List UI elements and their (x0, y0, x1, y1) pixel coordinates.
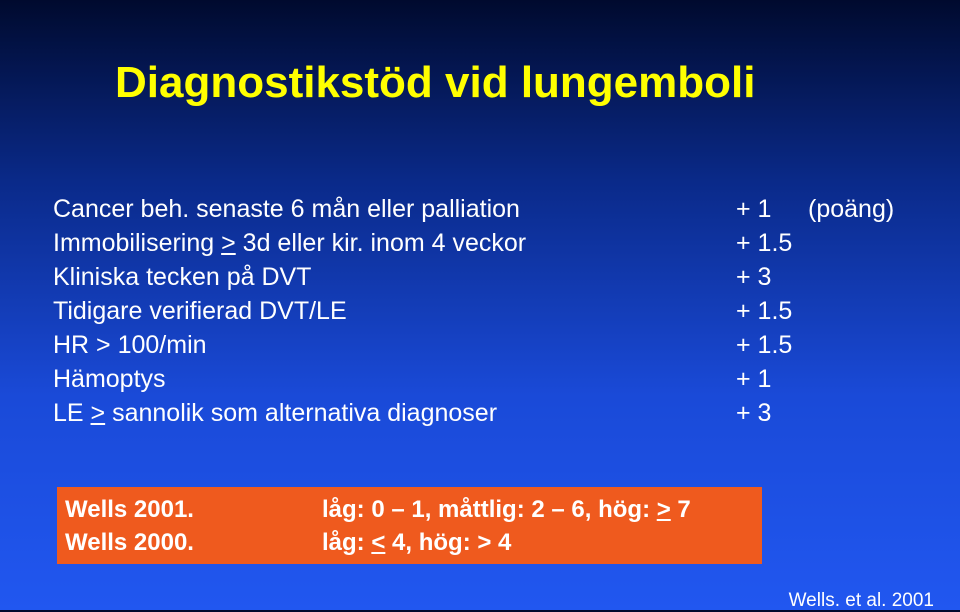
criteria-row (53, 294, 933, 328)
criteria-label: HR > 100/min (53, 331, 207, 359)
criteria-points: + 1.5 (736, 229, 793, 257)
page-title: Diagnostikstöd vid lungemboli (115, 58, 756, 107)
criteria-points: + 1 (736, 195, 772, 223)
interpretation-text: låg: < 4, hög: > 4 (322, 529, 512, 556)
criteria-row (53, 226, 933, 260)
criteria-points: + 3 (736, 399, 772, 427)
criteria-row (53, 328, 933, 362)
criteria-row (53, 362, 933, 396)
criteria-points: + 1.5 (736, 331, 793, 359)
criteria-label: LE > sannolik som alternativa diagnoser (53, 399, 498, 427)
criteria-list (53, 192, 933, 430)
criteria-points: + 3 (736, 263, 772, 291)
footer-citation: Wells. et al. 2001 (788, 590, 934, 611)
criteria-label: Kliniska tecken på DVT (53, 263, 312, 291)
criteria-unit: (poäng) (808, 195, 895, 223)
criteria-label: Tidigare verifierad DVT/LE (53, 297, 347, 325)
criteria-row (53, 396, 933, 430)
interpretation-source: Wells 2001. (65, 496, 194, 523)
criteria-points: + 1 (736, 365, 772, 393)
criteria-points: + 1.5 (736, 297, 793, 325)
criteria-row (53, 192, 933, 226)
interpretation-text: låg: 0 – 1, måttlig: 2 – 6, hög: > 7 (322, 496, 691, 523)
interpretation-source: Wells 2000. (65, 529, 194, 556)
criteria-label: Hämoptys (53, 365, 166, 393)
criteria-label: Immobilisering > 3d eller kir. inom 4 veckor (53, 229, 527, 257)
criteria-label: Cancer beh. senaste 6 mån eller palliation (53, 195, 520, 223)
interpretation-box (57, 487, 762, 564)
criteria-row (53, 260, 933, 294)
